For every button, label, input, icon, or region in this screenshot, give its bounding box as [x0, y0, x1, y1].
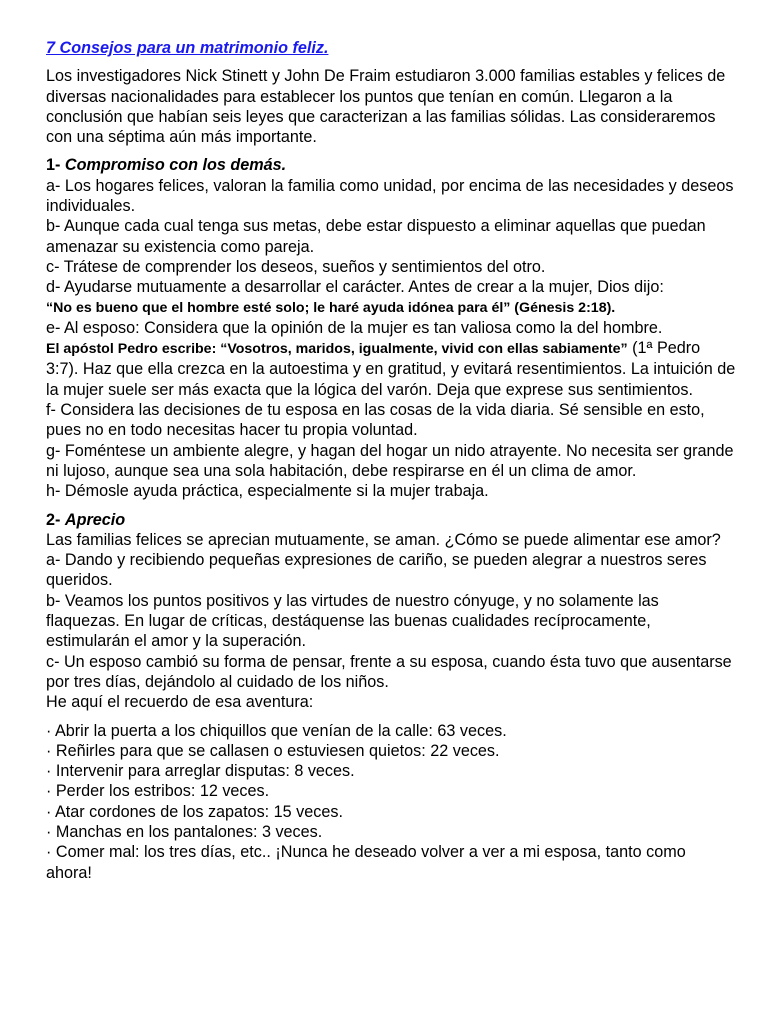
section-1-number: 1- [46, 156, 65, 175]
list-item: · Atar cordones de los zapatos: 15 veces. [46, 802, 343, 821]
intro-paragraph: Los investigadores Nick Stinett y John De Fraim estudiaron 3.000 familias estables y felices de diversas nacionalidades para establecer los puntos que tenían en común. Llegaron a la conclusión que habían seis leyes que caracterizan a las familias sólidas. Las consideraremos con una séptima aún más importante. [46, 67, 726, 147]
section-1-item-e-cont: (1ª Pedro 3:7). Haz que ella crezca en la autoestima y en gratitud, y evitará resentimientos. La intuición de la mujer suele ser más exacta que la lógica del varón. Deja que exprese sus sentimientos. [46, 339, 736, 399]
section-1-item-h: h- Démosle ayuda práctica, especialmente si la mujer trabaja. [46, 482, 489, 501]
list-item: · Manchas en los pantalones: 3 veces. [46, 822, 323, 841]
section-1-item-d: d- Ayudarse mutuamente a desarrollar el carácter. Antes de crear a la mujer, Dios dijo: [46, 278, 664, 297]
section-1-item-b: b- Aunque cada cual tenga sus metas, debe estar dispuesto a eliminar aquellas que puedan amenazar su existencia como pareja. [46, 217, 706, 256]
section-1-item-d-quote: “No es bueno que el hombre esté solo; le haré ayuda idónea para él” (Génesis 2:18). [46, 299, 616, 316]
section-1-heading [46, 155, 736, 175]
list-item: · Intervenir para arreglar disputas: 8 veces. [46, 762, 355, 781]
bullet-list [46, 721, 736, 883]
list-item: · Perder los estribos: 12 veces. [46, 782, 270, 801]
section-2 [46, 510, 736, 713]
section-1-item-e-quote: El apóstol Pedro escribe: “Vosotros, maridos, igualmente, vivid con ellas sabiamente” [46, 341, 628, 358]
section-2-item-c-lead: He aquí el recuerdo de esa aventura: [46, 693, 314, 712]
section-1-item-a: a- Los hogares felices, valoran la familia como unidad, por encima de las necesidades y deseos individuales. [46, 176, 734, 216]
section-2-item-c: c- Un esposo cambió su forma de pensar, frente a su esposa, cuando ésta tuvo que ausentarse por tres días, dejándolo al cuidado de los niños. [46, 652, 732, 691]
document-title-link[interactable]: 7 Consejos para un matrimonio feliz. [46, 39, 329, 57]
section-2-topic: Aprecio [64, 510, 126, 529]
section-1-item-e: e- Al esposo: Considera que la opinión de la mujer es tan valiosa como la del hombre. [46, 318, 663, 337]
section-2-item-b: b- Veamos los puntos positivos y las virtudes de nuestro cónyuge, y no solamente las flaquezas. En lugar de críticas, destáquense las buenas cualidades recíprocamente, estimularán el amor y la superación. [46, 591, 659, 651]
section-2-heading [46, 510, 736, 530]
list-item: · Abrir la puerta a los chiquillos que venían de la calle: 63 veces. [46, 721, 507, 740]
section-1-topic: Compromiso con los demás. [64, 156, 287, 175]
section-1-item-f: f- Considera las decisiones de tu esposa en las cosas de la vida diaria. Sé sensible en esto, pues no en todo necesitas hacer tu propia voluntad. [46, 401, 705, 440]
document-page [46, 38, 736, 883]
section-1 [46, 155, 736, 501]
list-item: · Comer mal: los tres días, etc.. ¡Nunca he deseado volver a ver a mi esposa, tanto como ahora! [46, 843, 686, 882]
section-1-item-c: c- Trátese de comprender los deseos, sueños y sentimientos del otro. [46, 257, 546, 276]
section-1-item-g: g- Foméntese un ambiente alegre, y hagan del hogar un nido atrayente. No necesita ser grande ni lujoso, aunque sea una sola habitación, debe respirarse en él un clima de amor. [46, 441, 734, 480]
section-2-number: 2- [46, 510, 65, 529]
section-2-item-a: a- Dando y recibiendo pequeñas expresiones de cariño, se pueden alegrar a nuestros seres queridos. [46, 551, 707, 590]
list-item: · Reñirles para que se callasen o estuviesen quietos: 22 veces. [46, 741, 500, 760]
section-1-item-e-body [46, 338, 736, 400]
section-2-intro: Las familias felices se aprecian mutuamente, se aman. ¿Cómo se puede alimentar ese amor? [46, 530, 721, 549]
